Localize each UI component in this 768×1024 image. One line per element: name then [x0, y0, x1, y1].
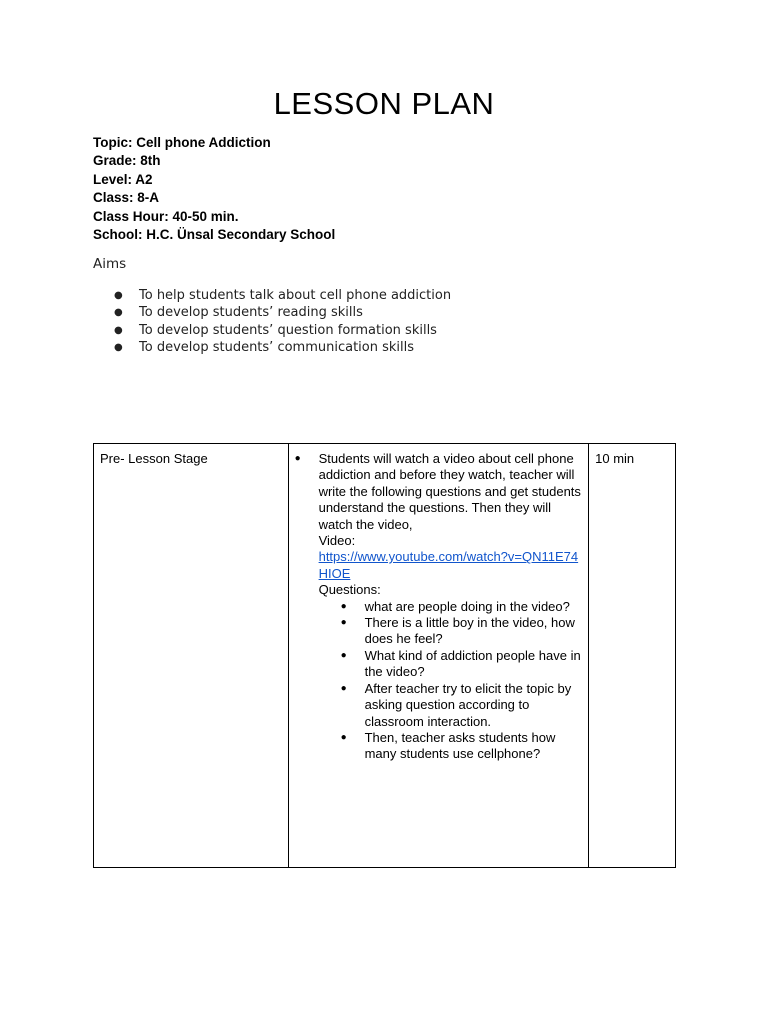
aims-item-text: To help students talk about cell phone addiction: [139, 288, 452, 303]
aims-heading: Aims: [93, 256, 127, 272]
lesson-table: [93, 443, 676, 868]
question-item: [341, 599, 583, 615]
questions-list: [319, 599, 583, 763]
aims-item: [114, 339, 451, 356]
question-text: What kind of addiction people have in the video?: [364, 647, 581, 680]
question-item: [341, 648, 583, 681]
bullet-icon: ●: [114, 290, 123, 301]
aims-list: [114, 287, 451, 357]
activity-cell: [288, 444, 589, 868]
level-line: Level: A2: [93, 171, 153, 187]
time-cell: 10 min: [589, 444, 676, 868]
school-line: School: H.C. Ünsal Secondary School: [93, 226, 336, 242]
aims-item-text: To develop students’ reading skills: [139, 305, 363, 321]
aims-item-text: To develop students’ communication skills: [139, 340, 415, 356]
activity-description: Students will watch a video about cell phone addiction and before they watch, teacher will write the following questions and get students understand the questions. Then they will watch the video,: [318, 451, 581, 532]
questions-label: Questions:: [318, 582, 381, 598]
question-item: [341, 681, 583, 730]
table-row: [94, 444, 676, 868]
bullet-icon: ●: [340, 682, 347, 694]
class-hour-line: Class Hour: 40-50 min.: [93, 208, 239, 224]
question-item: [341, 615, 583, 648]
grade-line: Grade: 8th: [93, 153, 161, 169]
aims-item-text: To develop students’ question formation skills: [139, 322, 437, 338]
bullet-icon: ●: [340, 600, 347, 612]
topic-line: Topic: Cell phone Addiction: [93, 135, 271, 150]
aims-item: [114, 287, 451, 304]
video-label: Video:: [318, 533, 356, 549]
question-text: what are people doing in the video?: [364, 598, 570, 614]
video-link[interactable]: https://www.youtube.com/watch?v=QN11E74HIOE: [318, 549, 579, 581]
question-text: Then, teacher asks students how many students use cellphone?: [364, 729, 556, 762]
bullet-icon: ●: [114, 307, 123, 319]
question-item: [341, 730, 583, 763]
stage-cell: Pre- Lesson Stage: [94, 444, 289, 868]
activity-item: [295, 451, 583, 763]
class-line: Class: 8-A: [93, 190, 160, 206]
bullet-icon: ●: [114, 324, 123, 336]
question-text: After teacher try to elicit the topic by asking question according to classroom interaction.: [364, 680, 572, 729]
lesson-info: [93, 134, 335, 244]
page-title: LESSON PLAN: [273, 86, 495, 121]
aims-item: [114, 322, 451, 339]
question-text: There is a little boy in the video, how does he feel?: [364, 615, 575, 647]
bullet-icon: ●: [340, 617, 347, 629]
aims-item: [114, 304, 451, 321]
bullet-icon: ●: [294, 453, 301, 464]
bullet-icon: ●: [114, 342, 123, 354]
bullet-icon: ●: [340, 649, 347, 661]
activity-body: [319, 451, 583, 763]
bullet-icon: ●: [340, 731, 347, 743]
